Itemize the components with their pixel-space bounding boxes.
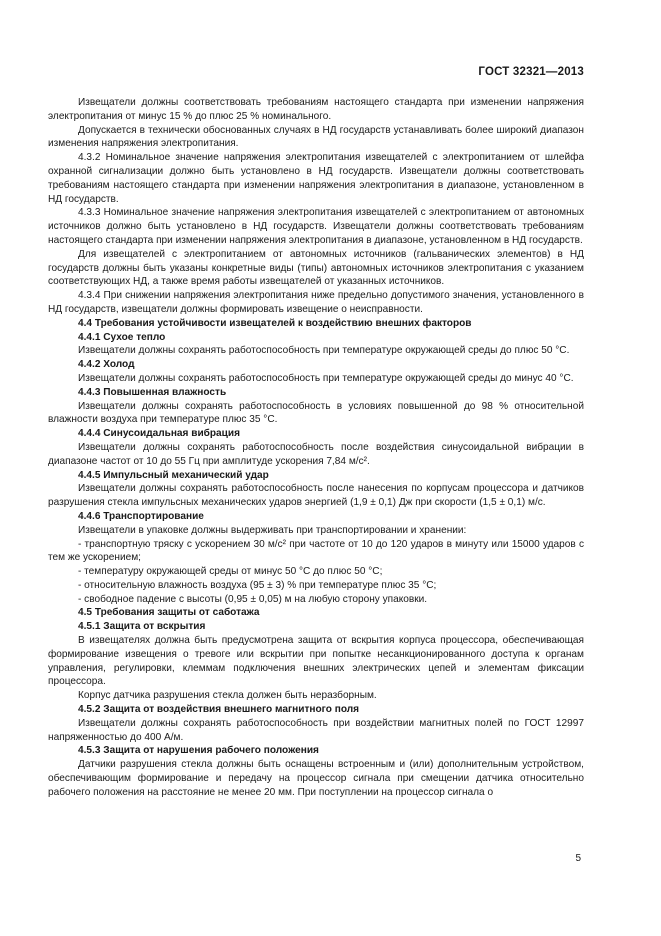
paragraph: - температуру окружающей среды от минус 50 °С до плюс 50 °С; (78, 566, 383, 578)
paragraph: Корпус датчика разрушения стекла должен быть неразборным. (78, 690, 377, 702)
section-heading: 4.4.2 Холод (78, 359, 135, 371)
paragraph: - транспортную тряску с ускорением 30 м/с² при частоте от 10 до 120 ударов в минуту или 15000 ударов с тем же ускорением; (48, 538, 584, 564)
paragraph: Извещатели должны сохранять работоспособность при воздействии магнитных полей по ГОСТ 12997 напряженностью до 400 А/м. (48, 717, 584, 743)
section-heading: 4.4.4 Синусоидальная вибрация (78, 428, 240, 440)
paragraph: - свободное падение с высоты (0,95 ± 0,05) м на любую сторону упаковки. (78, 593, 428, 605)
paragraph: Извещатели должны сохранять работоспособность в условиях повышенной до 98 % относительной влажности воздуха при температуре плюс 35 °С. (48, 400, 584, 426)
paragraph: Извещатели должны сохранять работоспособность после воздействия синусоидальной вибрации в диапазоне частот от 10 до 55 Гц при амплитуде ускорения 7,84 м/с². (48, 441, 584, 467)
paragraph: 4.3.2 Номинальное значение напряжения электропитания извещателей с электропитанием от шлейфа охранной сигнализации должно быть установлено в НД государств. Извещатели должны соответствовать требованиям настоящего стандарта при изменении напряжения электропитания в диапазоне, установленном в НД государств. (48, 152, 584, 205)
paragraph: Извещатели в упаковке должны выдерживать при транспортировании и хранении: (78, 524, 467, 536)
section-heading: 4.5.3 Защита от нарушения рабочего положения (78, 745, 319, 757)
document-header: ГОСТ 32321—2013 (478, 66, 584, 78)
section-heading: 4.5 Требования защиты от саботажа (78, 607, 260, 619)
section-heading: 4.4 Требования устойчивости извещателей к воздействию внешних факторов (78, 317, 472, 329)
section-heading: 4.4.6 Транспортирование (78, 510, 204, 522)
paragraph: - относительную влажность воздуха (95 ± 3) % при температуре плюс 35 °С; (78, 579, 437, 591)
paragraph: Извещатели должны сохранять работоспособность при температуре окружающей среды до минус 40 °С. (78, 372, 574, 384)
paragraph: Датчики разрушения стекла должны быть оснащены встроенным и (или) дополнительным устройством, обеспечивающим формирование и передачу на процессор сигнала при смещении датчика относительно рабочего положения на расстояние не менее 20 мм. При поступлении на процессор сигнала о (48, 759, 584, 798)
section-heading: 4.4.3 Повышенная влажность (78, 386, 227, 398)
section-heading: 4.4.1 Сухое тепло (78, 331, 166, 343)
paragraph: Извещатели должны сохранять работоспособность при температуре окружающей среды до плюс 50 °С. (78, 345, 570, 357)
paragraph: 4.3.4 При снижении напряжения электропитания ниже предельно допустимого значения, установленного в НД государств, извещатели должны формировать извещение о неисправности. (48, 290, 584, 315)
section-heading: 4.5.1 Защита от вскрытия (78, 621, 206, 633)
paragraph: 4.3.3 Номинальное значение напряжения электропитания извещателей с электропитанием от автономных источников должно быть установлено в НД государств. Извещатели должны соответствовать требованиям настоящего стандарта при изменении напряжения электропитания в диапазоне, установленном в НД государств. (48, 207, 584, 246)
paragraph: В извещателях должна быть предусмотрена защита от вскрытия корпуса процессора, обеспечивающая формирование извещения о тревоге или вскрытии при попытке несанкционированного доступа к органам управления, регулировки, клеммам подключения внешних электрических цепей и элементам фиксации процессора. (48, 635, 584, 688)
section-heading: 4.4.5 Импульсный механический удар (78, 469, 269, 481)
paragraph: Извещатели должны сохранять работоспособность после нанесения по корпусам процессора и датчиков разрушения стекла импульсных механических ударов энергией (1,9 ± 0,1) Дж при скорости (1,5 ± 0,1) м/с. (48, 483, 584, 509)
section-heading: 4.5.2 Защита от воздействия внешнего магнитного поля (78, 704, 360, 716)
page-number: 5 (575, 853, 581, 864)
paragraph: Допускается в технически обоснованных случаях в НД государств устанавливать более широкий диапазон изменения напряжения электропитания. (48, 124, 584, 150)
document-body (48, 96, 584, 800)
paragraph: Извещатели должны соответствовать требованиям настоящего стандарта при изменении напряжения электропитания от минус 15 % до плюс 25 % номинального. (48, 97, 584, 122)
paragraph: Для извещателей с электропитанием от автономных источников (гальванических элементов) в НД государств должны быть указаны конкретные виды (типы) автономных источников электропитания с указанием соответствующих НД, а также время работы извещателей от указанных источников. (48, 248, 584, 288)
